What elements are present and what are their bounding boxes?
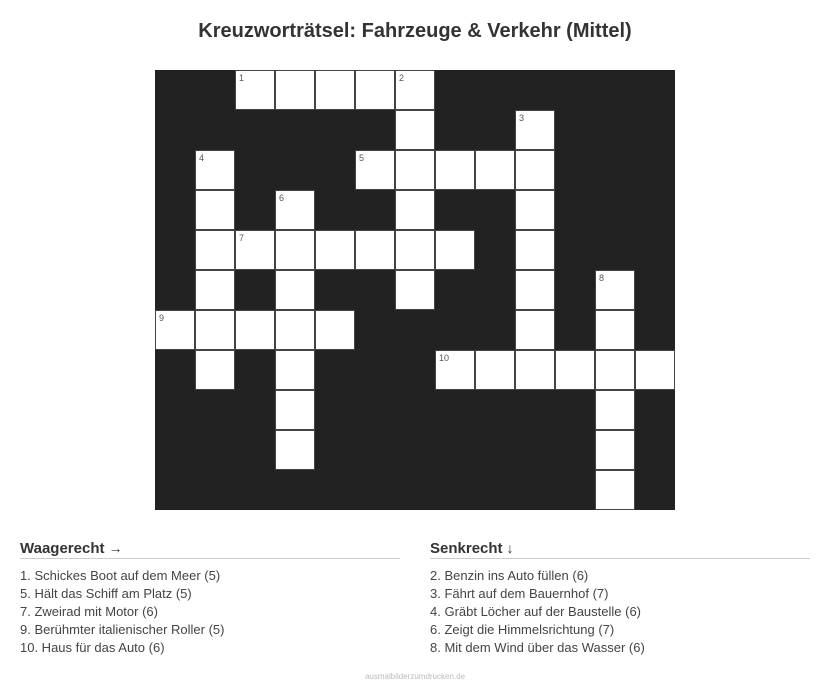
crossword-cell[interactable] bbox=[395, 70, 435, 110]
down-clue: 6. Zeigt die Himmelsrichtung (7) bbox=[430, 622, 615, 637]
down-heading-label: Senkrecht bbox=[430, 540, 503, 557]
down-clue: 8. Mit dem Wind über das Wasser (6) bbox=[430, 640, 645, 655]
crossword-cell[interactable] bbox=[515, 230, 555, 270]
crossword-cell[interactable] bbox=[315, 230, 355, 270]
crossword-cell[interactable] bbox=[195, 150, 235, 190]
crossword-cell[interactable] bbox=[195, 270, 235, 310]
crossword-cell[interactable] bbox=[395, 230, 435, 270]
clue-number: 10 bbox=[439, 353, 450, 363]
crossword-cell[interactable] bbox=[595, 350, 635, 390]
crossword-cell[interactable] bbox=[195, 190, 235, 230]
arrow-right-icon: → bbox=[108, 540, 123, 556]
crossword-cell[interactable] bbox=[315, 310, 355, 350]
crossword-cell[interactable] bbox=[275, 310, 315, 350]
crossword-cell[interactable] bbox=[635, 350, 675, 390]
crossword-cell[interactable] bbox=[155, 310, 195, 350]
crossword-cell[interactable] bbox=[515, 150, 555, 190]
clue-number: 8 bbox=[599, 273, 605, 283]
crossword-cell[interactable] bbox=[195, 230, 235, 270]
crossword-cell[interactable] bbox=[235, 70, 275, 110]
crossword-cell[interactable] bbox=[395, 110, 435, 150]
crossword-cell[interactable] bbox=[275, 70, 315, 110]
clue-number: 6 bbox=[279, 193, 285, 203]
crossword-cell[interactable] bbox=[235, 310, 275, 350]
down-clue: 3. Fährt auf dem Bauernhof (7) bbox=[430, 586, 609, 601]
clue-number: 1 bbox=[239, 73, 245, 83]
crossword-cell[interactable] bbox=[435, 150, 475, 190]
crossword-cell[interactable] bbox=[475, 350, 515, 390]
crossword-cell[interactable] bbox=[275, 350, 315, 390]
crossword-cell[interactable] bbox=[595, 470, 635, 510]
crossword-cell[interactable] bbox=[355, 70, 395, 110]
clue-number: 2 bbox=[399, 73, 405, 83]
down-clues bbox=[430, 540, 810, 657]
crossword-cell[interactable] bbox=[515, 310, 555, 350]
across-clues bbox=[20, 540, 400, 657]
crossword-cell[interactable] bbox=[195, 310, 235, 350]
across-heading bbox=[20, 540, 400, 559]
crossword-cell[interactable] bbox=[595, 430, 635, 470]
clue-number: 4 bbox=[199, 153, 205, 163]
across-clue: 1. Schickes Boot auf dem Meer (5) bbox=[20, 568, 221, 583]
crossword-cell[interactable] bbox=[595, 390, 635, 430]
across-clue: 7. Zweirad mit Motor (6) bbox=[20, 604, 158, 619]
arrow-down-icon: ↓ bbox=[506, 540, 514, 556]
crossword-cell[interactable] bbox=[595, 310, 635, 350]
crossword-cell[interactable] bbox=[395, 190, 435, 230]
crossword-cell[interactable] bbox=[355, 150, 395, 190]
crossword-cell[interactable] bbox=[515, 190, 555, 230]
crossword-cell[interactable] bbox=[275, 190, 315, 230]
down-clue: 2. Benzin ins Auto füllen (6) bbox=[430, 568, 589, 583]
across-clue: 5. Hält das Schiff am Platz (5) bbox=[20, 586, 192, 601]
crossword-cell[interactable] bbox=[435, 230, 475, 270]
crossword-cell[interactable] bbox=[275, 430, 315, 470]
crossword-cell[interactable] bbox=[515, 270, 555, 310]
crossword-cell[interactable] bbox=[355, 230, 395, 270]
crossword-cell[interactable] bbox=[475, 150, 515, 190]
across-clue: 9. Berühmter italienischer Roller (5) bbox=[20, 622, 225, 637]
crossword-cell[interactable] bbox=[315, 70, 355, 110]
crossword-cell[interactable] bbox=[595, 270, 635, 310]
down-heading bbox=[430, 540, 810, 559]
crossword-cell[interactable] bbox=[195, 350, 235, 390]
crossword-grid bbox=[155, 70, 675, 510]
across-heading-label: Waagerecht bbox=[20, 540, 105, 557]
across-clue: 10. Haus für das Auto (6) bbox=[20, 640, 165, 655]
clue-number: 9 bbox=[159, 313, 165, 323]
crossword-cell[interactable] bbox=[515, 350, 555, 390]
clue-number: 5 bbox=[359, 153, 365, 163]
crossword-cell[interactable] bbox=[275, 230, 315, 270]
crossword-cell[interactable] bbox=[235, 230, 275, 270]
crossword-cell[interactable] bbox=[275, 270, 315, 310]
crossword-cell[interactable] bbox=[395, 270, 435, 310]
crossword-cell[interactable] bbox=[515, 110, 555, 150]
crossword-cell[interactable] bbox=[555, 350, 595, 390]
down-clue: 4. Gräbt Löcher auf der Baustelle (6) bbox=[430, 604, 642, 619]
crossword-cell[interactable] bbox=[395, 150, 435, 190]
clue-number: 3 bbox=[519, 113, 525, 123]
crossword-cell[interactable] bbox=[275, 390, 315, 430]
crossword-cell[interactable] bbox=[435, 350, 475, 390]
clue-number: 7 bbox=[239, 233, 245, 243]
footer-watermark: ausmalbilderzumdrucken.de bbox=[364, 672, 466, 681]
page-title: Kreuzworträtsel: Fahrzeuge & Verkehr (Mittel) bbox=[198, 20, 632, 42]
